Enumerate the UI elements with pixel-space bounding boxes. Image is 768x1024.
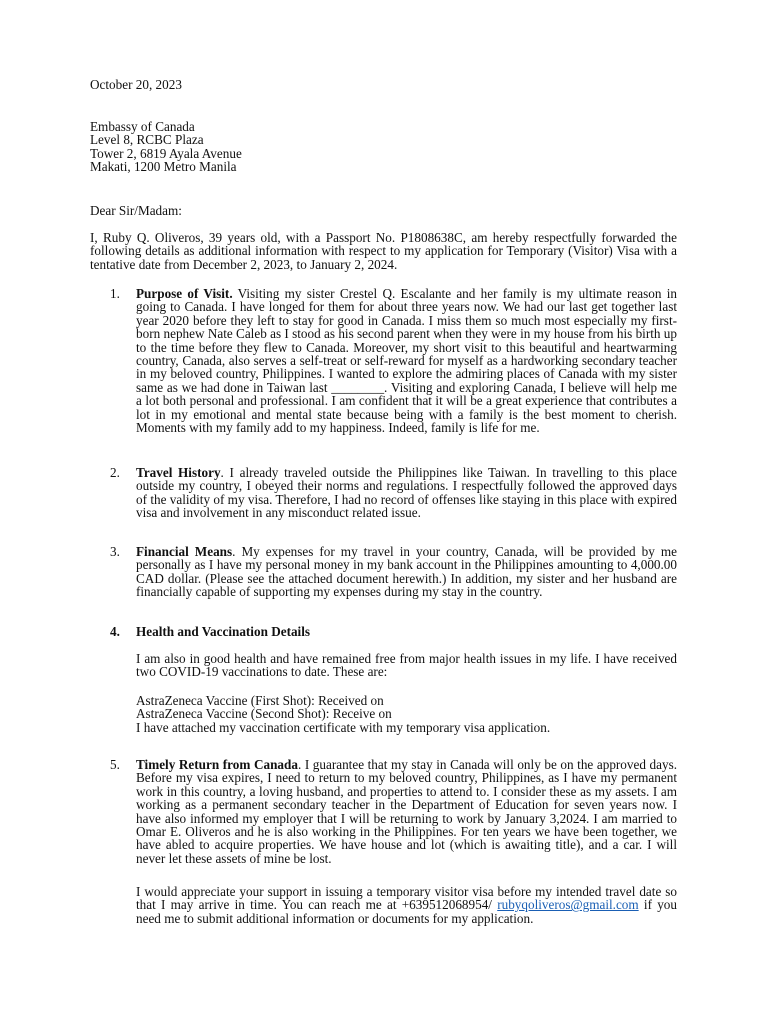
list-item-body: [136, 758, 677, 865]
closing-text: I would appreciate your support in issuing a temporary visitor visa before my intended travel date so that I may arrive in time. You can reach me at +639512068954/: [136, 884, 677, 913]
address-line: Tower 2, 6819 Ayala Avenue: [90, 145, 242, 161]
list-item-health: [90, 625, 677, 638]
vaccination-line: I have attached my vaccination certificate with my temporary visa application.: [136, 719, 551, 735]
list-item-timely-return: [90, 758, 677, 865]
list-item-title: Timely Return from Canada: [136, 757, 298, 772]
closing-paragraph: [136, 885, 677, 925]
list-item-financial-means: [90, 545, 677, 599]
list-item-body: [136, 287, 677, 434]
list-item-text: Visiting my sister Crestel Q. Escalante and her family is my ultimate reason in going to Canada. I have longed for them for about three years now. We had our last get together last year 2020 before they left to stay for good in Canada. I miss them so much most especially my first-born nephew Nate Caleb as I stood as his second parent when they were in my house from his birth up to the time before they flew to Canada. Moreover, my short visit to this beautiful and heartwarming country, Canada, also serves a self-treat or self-reward for myself as a hardworking secondary teacher in my beloved country, Philippines. I wanted to explore the admiring places of Canada with my sister same as we had done in Taiwan last ________. Visiting and exploring Canada, I believe will help me a lot both personal and professional. I am confident that it will be a great experience that contributes a lot in my emotional and mental state because being with a family is the best moment to cherish. Moments with my family add to my happiness. Indeed, family is life for me.: [136, 286, 677, 436]
recipient-address: [90, 120, 242, 174]
health-paragraph: I am also in good health and have remained free from major health issues in my life. I have received two COVID-19 vaccinations to date. These are:: [136, 651, 677, 680]
list-item-travel-history: [90, 466, 677, 520]
list-number: 4.: [110, 624, 120, 639]
address-line: Makati, 1200 Metro Manila: [90, 159, 237, 175]
email-link[interactable]: rubyqoliveros@gmail.com: [497, 897, 639, 913]
letter-date: October 20, 2023: [90, 77, 182, 92]
list-item-text: . I already traveled outside the Philippines like Taiwan. In travelling to this place outside my country, I obeyed their norms and regulations. I respectfully followed the approved days of the validity of my visa. Therefore, I had no record of offenses like staying in this place with expired visa and involvement in any misconduct related issue.: [136, 465, 677, 521]
closing-text-end: if you need me to submit additional information or documents for my application.: [136, 897, 677, 926]
vaccination-line: AstraZeneca Vaccine (First Shot): Received on: [136, 693, 384, 708]
list-item-title: Health and Vaccination Details: [136, 624, 311, 639]
vaccination-list: [136, 694, 677, 734]
list-number: 3.: [110, 544, 120, 559]
list-item-purpose: [90, 287, 677, 434]
list-item-body: [136, 466, 677, 520]
list-number: 5.: [110, 757, 120, 772]
salutation: Dear Sir/Madam:: [90, 203, 182, 218]
list-item-title: Purpose of Visit.: [136, 286, 233, 301]
vaccination-line: AstraZeneca Vaccine (Second Shot): Receive on: [136, 706, 392, 722]
list-item-title: Travel History: [136, 465, 221, 480]
list-item-title: Financial Means: [136, 544, 233, 559]
list-item-body: [136, 545, 677, 599]
list-number: 2.: [110, 465, 120, 480]
address-line: Embassy of Canada: [90, 119, 195, 134]
address-line: Level 8, RCBC Plaza: [90, 132, 204, 148]
list-number: 1.: [110, 286, 120, 301]
list-item-body: [136, 625, 677, 638]
intro-paragraph: I, Ruby Q. Oliveros, 39 years old, with a Passport No. P1808638C, am hereby respectfully forwarded the following details as additional information with respect to my application for Temporary (Visitor) Visa with a tentative date from December 2, 2023, to January 2, 2024.: [90, 230, 677, 272]
list-item-text: . I guarantee that my stay in Canada will only be on the approved days. Before my visa expires, I need to return to my beloved country, Philippines, as I have my permanent work in this country, a loving husband, and properties to attend to. I consider these as my assets. I am working as a permanent secondary teacher in the Department of Education for seven years now. I have also informed my employer that I will be returning to work by January 3,2024. I am married to Omar E. Oliveros and he is also working in the Philippines. For ten years we have been together, we have abled to acquire properties. We have house and lot (which is awaiting title), and a car. I will never let these assets of mine be lost.: [136, 757, 677, 866]
list-item-text: . My expenses for my travel in your country, Canada, will be provided by me personally as I have my personal money in my bank account in the Philippines amounting to 4,000.00 CAD dollar. (Please see the attached document herewith.) In addition, my sister and her husband are financially capable of supporting my expenses during my stay in the country.: [136, 544, 677, 600]
